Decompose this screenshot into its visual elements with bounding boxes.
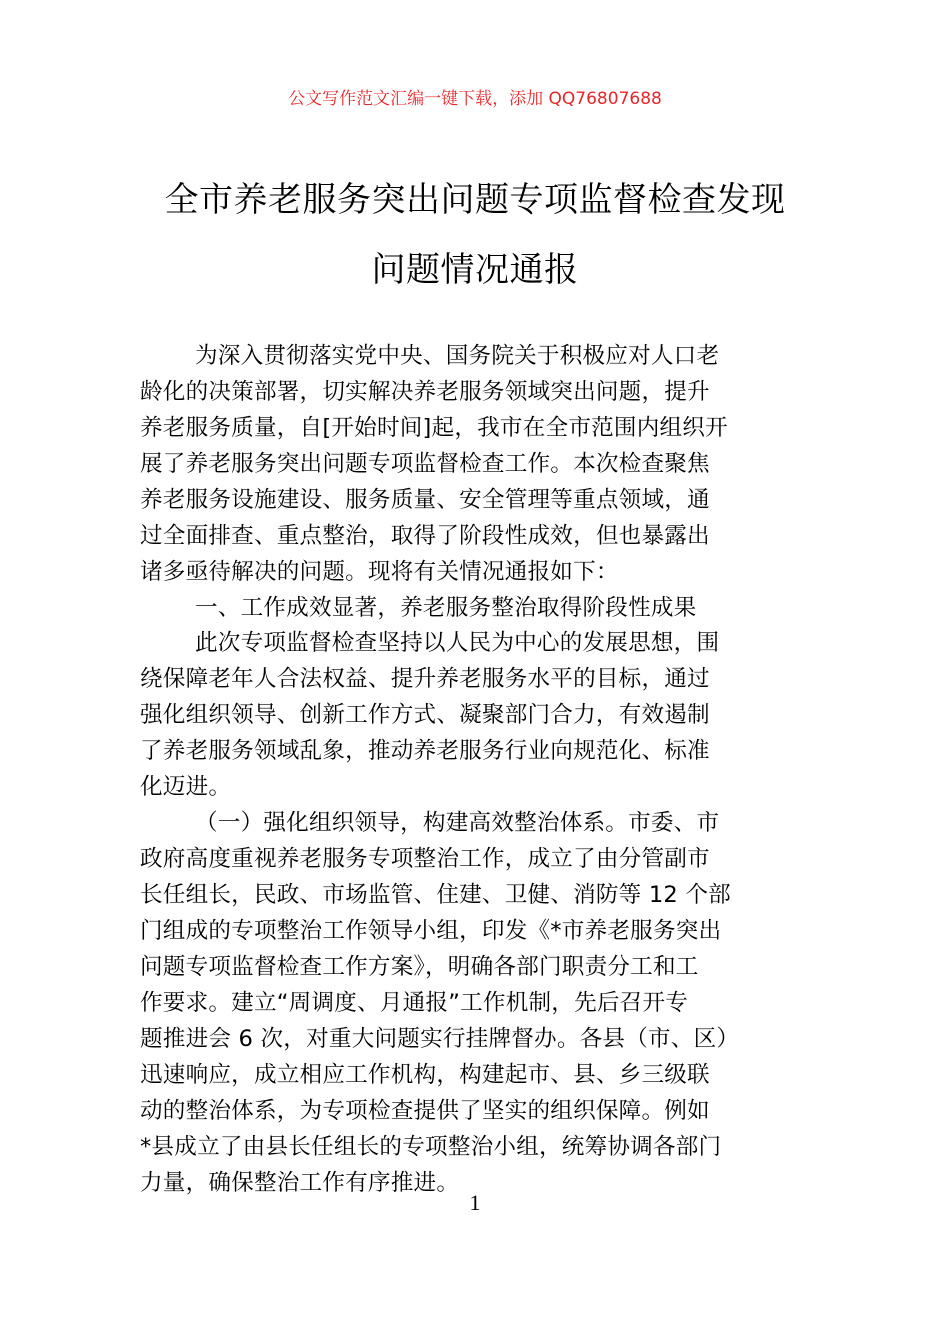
paragraph-line: 绕保障老年人合法权益、提升养老服务水平的目标，通过 [140, 666, 710, 692]
section-heading: 一、工作成效显著，养老服务整治取得阶段性成果 [195, 595, 697, 621]
paragraph-line: 强化组织领导、创新工作方式、凝聚部门合力，有效遏制 [140, 702, 710, 728]
document-title-line-2: 问题情况通报 [371, 250, 579, 290]
paragraph-line: 了养老服务领域乱象，推动养老服务行业向规范化、标准 [140, 738, 710, 764]
paragraph-line: 题推进会 6 次，对重大问题实行挂牌督办。各县（市、区） [140, 1026, 740, 1052]
paragraph-line: 门组成的专项整治工作领导小组，印发《*市养老服务突出 [140, 918, 722, 944]
paragraph-line: 政府高度重视养老服务专项整治工作，成立了由分管副市 [140, 846, 710, 872]
paragraph-line: 养老服务质量，自[开始时间]起，我市在全市范围内组织开 [140, 415, 728, 441]
paragraph-line: 养老服务设施建设、服务质量、安全管理等重点领域，通 [140, 487, 710, 513]
paragraph-line: 过全面排查、重点整治，取得了阶段性成效，但也暴露出 [140, 523, 710, 549]
paragraph-line: 龄化的决策部署，切实解决养老服务领域突出问题，提升 [140, 379, 710, 405]
paragraph-line: 长任组长，民政、市场监管、住建、卫健、消防等 12 个部 [140, 882, 731, 908]
paragraph-line: *县成立了由县长任组长的专项整治小组，统筹协调各部门 [140, 1134, 722, 1160]
header-promo-note: 公文写作范文汇编一键下载，添加 QQ76807688 [288, 89, 662, 109]
paragraph-line: 动的整治体系，为专项检查提供了坚实的组织保障。例如 [140, 1098, 710, 1124]
page-number: 1 [469, 1190, 481, 1215]
paragraph-line: 迅速响应，成立相应工作机构，构建起市、县、乡三级联 [140, 1062, 710, 1088]
paragraph-line: 诸多亟待解决的问题。现将有关情况通报如下： [140, 559, 619, 585]
paragraph-line: 化迈进。 [140, 774, 232, 800]
paragraph-line: 力量，确保整治工作有序推进。 [140, 1170, 460, 1196]
subsection-line: （一）强化组织领导，构建高效整治体系。市委、市 [195, 810, 720, 836]
paragraph-line: 此次专项监督检查坚持以人民为中心的发展思想，围 [195, 630, 720, 656]
paragraph-line: 为深入贯彻落实党中央、国务院关于积极应对人口老 [195, 343, 720, 369]
paragraph-line: 展了养老服务突出问题专项监督检查工作。本次检查聚焦 [140, 451, 710, 477]
document-title-line-1: 全市养老服务突出问题专项监督检查发现 [164, 180, 786, 220]
paragraph-line: 问题专项监督检查工作方案》，明确各部门职责分工和工 [140, 954, 699, 980]
paragraph-line: 作要求。建立“周调度、月通报”工作机制，先后召开专 [140, 990, 689, 1016]
